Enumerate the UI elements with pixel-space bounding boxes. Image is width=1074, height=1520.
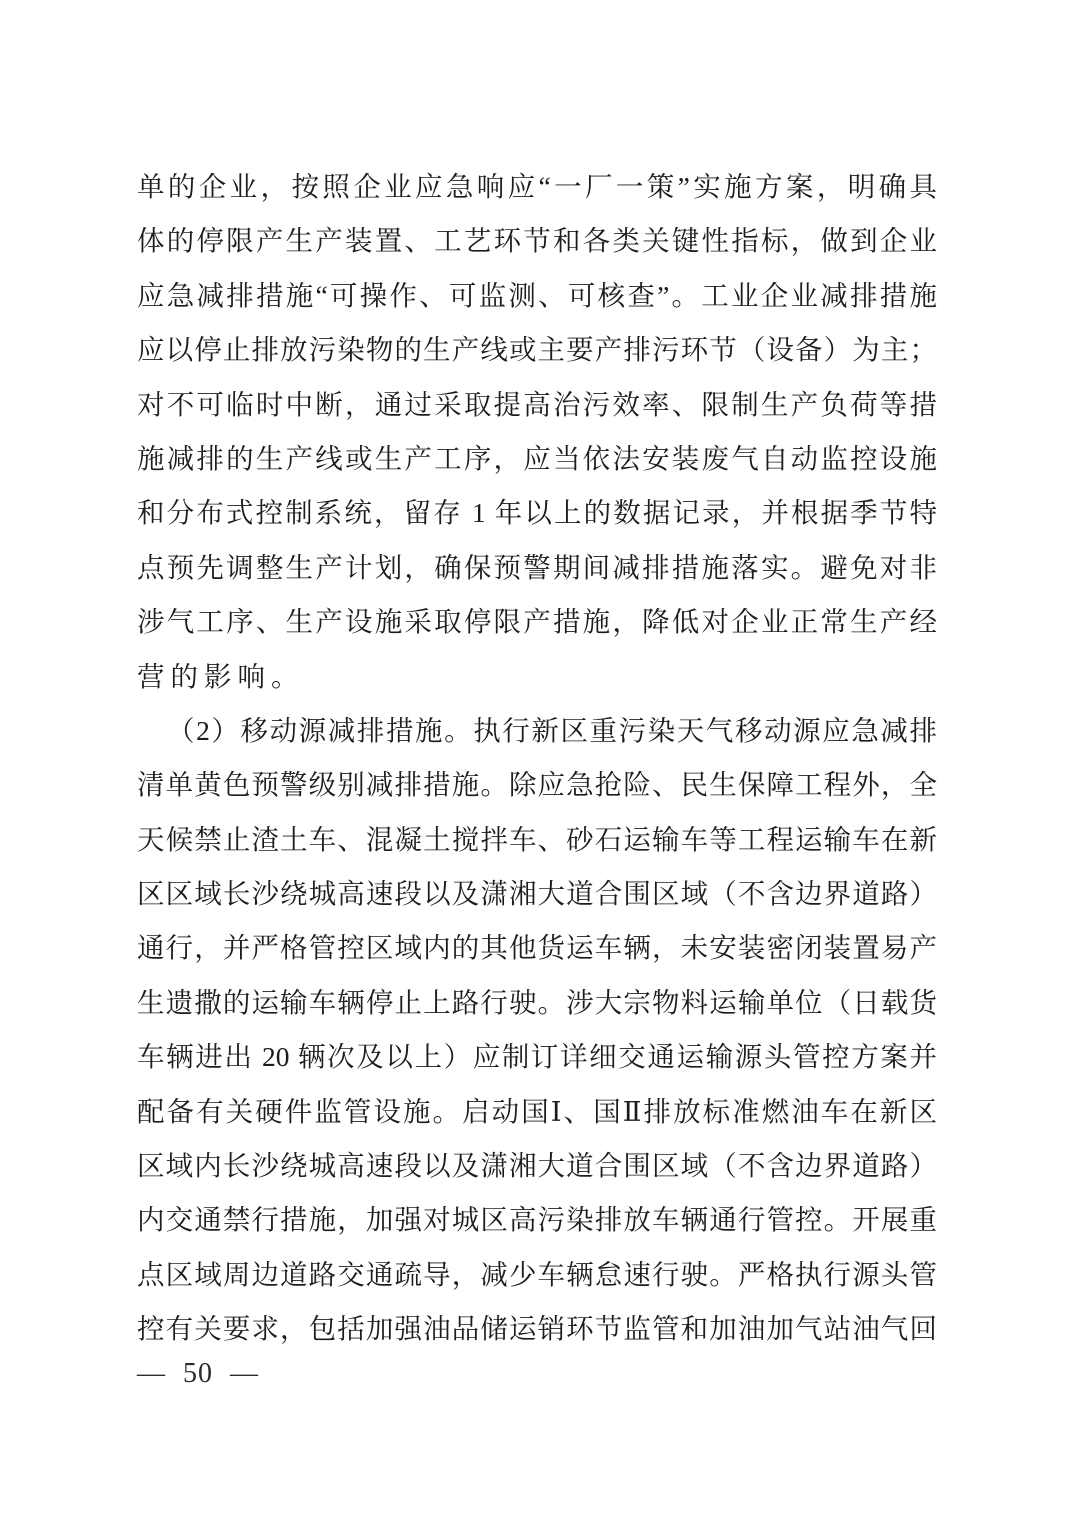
- document-body: [137, 160, 937, 1357]
- text-line: 单的企业，按照企业应急响应“一厂一策”实施方案，明确具: [137, 171, 937, 202]
- text-line: 体的停限产生产装置、工艺环节和各类关键性指标，做到企业: [137, 225, 937, 257]
- text-line: 通行，并严格管控区域内的其他货运车辆，未安装密闭装置易产: [137, 932, 937, 964]
- text-line: （2）移动源减排措施。执行新区重污染天气移动源应急减排: [167, 714, 937, 746]
- text-line: 区区域长沙绕城高速段以及潇湘大道合围区域（不含边界道路）: [137, 878, 937, 910]
- text-line: 清单黄色预警级别减排措施。除应急抢险、民生保障工程外，全: [137, 769, 937, 801]
- text-line: 车辆进出 20 辆次及以上）应制订详细交通运输源头管控方案并: [137, 1041, 937, 1073]
- page-number: — 50 —: [137, 1358, 259, 1389]
- text-line: 生遗撒的运输车辆停止上路行驶。涉大宗物料运输单位（日载货: [137, 986, 937, 1018]
- text-line: 控有关要求，包括加强油品储运销环节监管和加油加气站油气回: [137, 1313, 937, 1345]
- text-line: 点预先调整生产计划，确保预警期间减排措施落实。避免对非: [137, 551, 937, 583]
- paragraph-industrial-measures: [137, 160, 937, 704]
- text-line: 区域内长沙绕城高速段以及潇湘大道合围区域（不含边界道路）: [137, 1150, 937, 1182]
- text-line: 和分布式控制系统，留存 1 年以上的数据记录，并根据季节特: [137, 497, 937, 529]
- text-line: 应以停止排放污染物的生产线或主要产排污环节（设备）为主；: [137, 334, 937, 366]
- text-line: 营的影响。: [137, 660, 305, 692]
- text-line: 对不可临时中断，通过采取提高治污效率、限制生产负荷等措: [137, 388, 937, 420]
- text-line: 应急减排措施“可操作、可监测、可核查”。工业企业减排措施: [137, 279, 937, 311]
- text-line: 内交通禁行措施，加强对城区高污染排放车辆通行管控。开展重: [137, 1204, 937, 1236]
- text-line: 涉气工序、生产设施采取停限产措施，降低对企业正常生产经: [137, 606, 937, 638]
- text-line: 施减排的生产线或生产工序，应当依法安装废气自动监控设施: [137, 442, 937, 474]
- text-line: 配备有关硬件监管设施。启动国Ⅰ、国Ⅱ排放标准燃油车在新区: [137, 1095, 937, 1127]
- text-line: 点区域周边道路交通疏导，减少车辆怠速行驶。严格执行源头管: [137, 1258, 937, 1290]
- text-line: 天候禁止渣土车、混凝土搅拌车、砂石运输车等工程运输车在新: [137, 823, 937, 855]
- paragraph-mobile-source-measures: [137, 704, 937, 1357]
